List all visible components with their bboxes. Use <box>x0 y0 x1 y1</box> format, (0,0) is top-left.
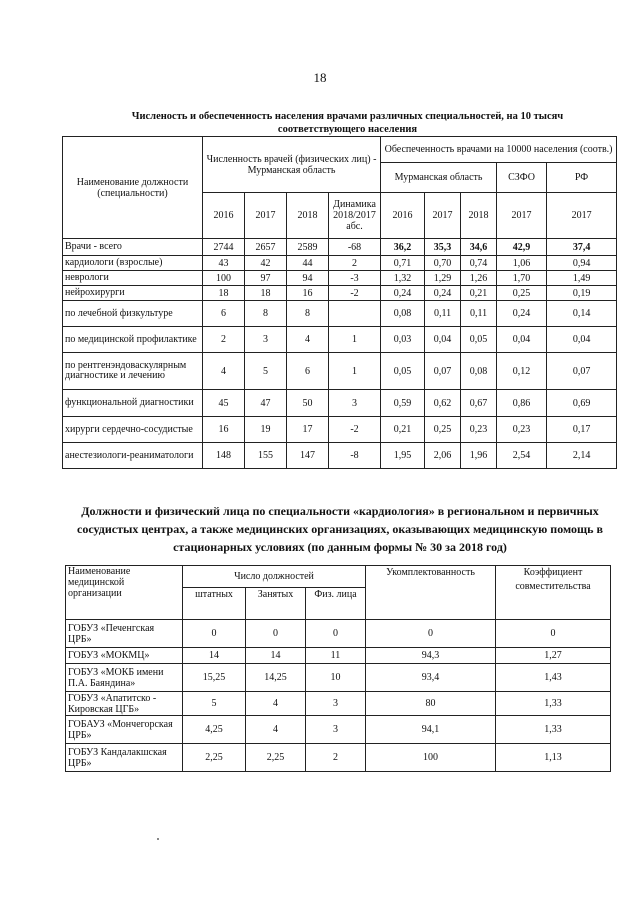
specialty-name: по рентгенэндоваскулярным диагностике и лечению <box>63 353 203 390</box>
table-row <box>66 648 611 664</box>
cell-rf: 1,49 <box>547 271 617 286</box>
cell-c2016: 148 <box>203 443 245 469</box>
organization-name: ГОБУЗ «Апатитско - Кировская ЦГБ» <box>66 692 183 716</box>
cell-p2017: 0,24 <box>425 286 461 301</box>
cell-c2017: 3 <box>245 327 287 353</box>
cell-c2016: 2744 <box>203 239 245 256</box>
specialty-name: функциональной диагностики <box>63 390 203 417</box>
cell-rf: 37,4 <box>547 239 617 256</box>
cell-staffing: 80 <box>366 692 496 716</box>
cell-p2018: 34,6 <box>461 239 497 256</box>
cell-szfo: 0,04 <box>497 327 547 353</box>
cell-staff: 4,25 <box>183 716 246 744</box>
cell-p2018: 0,08 <box>461 353 497 390</box>
cell-szfo: 1,70 <box>497 271 547 286</box>
cell-dyn: -3 <box>329 271 381 286</box>
cell-c2016: 45 <box>203 390 245 417</box>
cell-dyn: 2 <box>329 256 381 271</box>
cell-c2017: 5 <box>245 353 287 390</box>
cell-c2018: 16 <box>287 286 329 301</box>
cell-p2017: 0,04 <box>425 327 461 353</box>
cell-dyn: 1 <box>329 353 381 390</box>
cell-p2018: 0,23 <box>461 417 497 443</box>
cell-c2018: 4 <box>287 327 329 353</box>
table-row <box>63 353 617 390</box>
header-positions-group: Число должностей <box>183 566 366 588</box>
header-2017: 2017 <box>245 193 287 239</box>
cell-szfo: 0,24 <box>497 301 547 327</box>
header-staffing: Укомплектованность <box>366 566 496 620</box>
cell-staff: 15,25 <box>183 664 246 692</box>
table-row <box>66 664 611 692</box>
table-row <box>63 390 617 417</box>
cell-p2018: 0,67 <box>461 390 497 417</box>
header-rf: РФ <box>547 163 617 193</box>
cell-p2017: 0,25 <box>425 417 461 443</box>
cell-occupied: 4 <box>246 692 306 716</box>
cell-p2018: 0,21 <box>461 286 497 301</box>
cell-p2017: 0,62 <box>425 390 461 417</box>
header-p2017: 2017 <box>425 193 461 239</box>
cell-p2018: 0,05 <box>461 327 497 353</box>
cell-szfo: 42,9 <box>497 239 547 256</box>
header-2018: 2018 <box>287 193 329 239</box>
specialty-name: хирурги сердечно-сосудистые <box>63 417 203 443</box>
cell-c2016: 2 <box>203 327 245 353</box>
table-row <box>66 692 611 716</box>
header-count-group: Численность врачей (физических лиц) - Мурманская область <box>203 137 381 193</box>
header-murmansk: Мурманская область <box>381 163 497 193</box>
cell-p2017: 0,07 <box>425 353 461 390</box>
cell-p2016: 1,95 <box>381 443 425 469</box>
cell-szfo: 0,23 <box>497 417 547 443</box>
cell-c2016: 18 <box>203 286 245 301</box>
table-row <box>66 744 611 772</box>
cell-c2017: 19 <box>245 417 287 443</box>
cell-p2016: 0,71 <box>381 256 425 271</box>
cell-rf: 0,07 <box>547 353 617 390</box>
cell-rf: 0,04 <box>547 327 617 353</box>
header-rf-year: 2017 <box>547 193 617 239</box>
cell-rf: 0,94 <box>547 256 617 271</box>
cell-occupied: 14,25 <box>246 664 306 692</box>
cell-dyn: 3 <box>329 390 381 417</box>
header-coefficient: Коэффициент совместительства <box>496 566 611 620</box>
header-2016: 2016 <box>203 193 245 239</box>
header-name: Наименование должности (специальности) <box>63 137 203 239</box>
cell-dyn: -2 <box>329 286 381 301</box>
organization-name: ГОБУЗ Кандалакшская ЦРБ» <box>66 744 183 772</box>
table-row <box>63 256 617 271</box>
cell-p2016: 0,05 <box>381 353 425 390</box>
cell-persons: 3 <box>306 716 366 744</box>
header-org-name: Наименование медицинской организации <box>66 566 183 620</box>
cell-c2018: 147 <box>287 443 329 469</box>
cell-occupied: 2,25 <box>246 744 306 772</box>
header-szfo: СЗФО <box>497 163 547 193</box>
specialty-name: по медицинской профилактике <box>63 327 203 353</box>
cell-c2016: 4 <box>203 353 245 390</box>
cell-c2017: 8 <box>245 301 287 327</box>
cell-p2016: 0,08 <box>381 301 425 327</box>
cell-rf: 0,14 <box>547 301 617 327</box>
table1-caption: Численость и обеспеченность населения врачами различных специальностей, на 10 тысяч соответствующего населения <box>131 111 564 135</box>
cell-persons: 0 <box>306 620 366 648</box>
cell-staffing: 94,3 <box>366 648 496 664</box>
cell-p2018: 0,11 <box>461 301 497 327</box>
header-dynamics: Динамика 2018/2017 абс. <box>329 193 381 239</box>
table-row <box>66 620 611 648</box>
cell-rf: 0,69 <box>547 390 617 417</box>
cell-staff: 5 <box>183 692 246 716</box>
cell-szfo: 2,54 <box>497 443 547 469</box>
cell-c2017: 2657 <box>245 239 287 256</box>
table-row <box>63 271 617 286</box>
cell-p2016: 1,32 <box>381 271 425 286</box>
cell-c2017: 42 <box>245 256 287 271</box>
table-row <box>63 301 617 327</box>
specialty-name: кардиологи (взрослые) <box>63 256 203 271</box>
header-provision-group: Обеспеченность врачами на 10000 населения (соотв.) <box>381 137 617 163</box>
cell-occupied: 4 <box>246 716 306 744</box>
header-persons: Физ. лица <box>306 588 366 620</box>
cell-c2018: 6 <box>287 353 329 390</box>
cell-dyn: -68 <box>329 239 381 256</box>
cell-p2016: 36,2 <box>381 239 425 256</box>
cell-coef: 1,13 <box>496 744 611 772</box>
cell-rf: 0,17 <box>547 417 617 443</box>
cell-szfo: 0,12 <box>497 353 547 390</box>
cell-c2018: 17 <box>287 417 329 443</box>
cardiology-positions-table <box>65 565 611 772</box>
header-szfo-year: 2017 <box>497 193 547 239</box>
cell-occupied: 0 <box>246 620 306 648</box>
specialty-name: Врачи - всего <box>63 239 203 256</box>
cell-dyn: -2 <box>329 417 381 443</box>
cell-szfo: 0,86 <box>497 390 547 417</box>
cell-persons: 2 <box>306 744 366 772</box>
cell-p2017: 1,29 <box>425 271 461 286</box>
cell-p2016: 0,03 <box>381 327 425 353</box>
cell-c2017: 155 <box>245 443 287 469</box>
cell-p2017: 0,11 <box>425 301 461 327</box>
page-number: 18 <box>313 70 327 85</box>
cell-p2016: 0,24 <box>381 286 425 301</box>
cell-p2018: 0,74 <box>461 256 497 271</box>
cell-c2018: 2589 <box>287 239 329 256</box>
table-row <box>63 239 617 256</box>
cell-coef: 1,27 <box>496 648 611 664</box>
cell-coef: 1,33 <box>496 716 611 744</box>
cell-p2017: 0,70 <box>425 256 461 271</box>
table-row <box>63 327 617 353</box>
cell-staffing: 100 <box>366 744 496 772</box>
cell-dyn: 1 <box>329 327 381 353</box>
organization-name: ГОБАУЗ «Мончегорская ЦРБ» <box>66 716 183 744</box>
scan-speck <box>157 838 159 840</box>
cell-dyn <box>329 301 381 327</box>
cell-coef: 1,43 <box>496 664 611 692</box>
header-p2016: 2016 <box>381 193 425 239</box>
cell-staffing: 0 <box>366 620 496 648</box>
specialty-name: нейрохирурги <box>63 286 203 301</box>
cell-p2018: 1,96 <box>461 443 497 469</box>
organization-name: ГОБУЗ «Печенгская ЦРБ» <box>66 620 183 648</box>
cell-c2018: 44 <box>287 256 329 271</box>
header-p2018: 2018 <box>461 193 497 239</box>
cell-c2016: 6 <box>203 301 245 327</box>
cell-c2017: 47 <box>245 390 287 417</box>
cell-c2018: 8 <box>287 301 329 327</box>
cell-staffing: 94,1 <box>366 716 496 744</box>
cell-c2018: 50 <box>287 390 329 417</box>
specialty-name: анестезиологи-реаниматологи <box>63 443 203 469</box>
cell-rf: 0,19 <box>547 286 617 301</box>
table-row <box>63 443 617 469</box>
cell-p2016: 0,59 <box>381 390 425 417</box>
physicians-table <box>62 136 617 469</box>
cell-c2016: 100 <box>203 271 245 286</box>
cell-staff: 0 <box>183 620 246 648</box>
specialty-name: неврологи <box>63 271 203 286</box>
cell-szfo: 0,25 <box>497 286 547 301</box>
cell-p2017: 35,3 <box>425 239 461 256</box>
specialty-name: по лечебной физкультуре <box>63 301 203 327</box>
cell-coef: 0 <box>496 620 611 648</box>
cell-persons: 10 <box>306 664 366 692</box>
organization-name: ГОБУЗ «МОКМЦ» <box>66 648 183 664</box>
header-staff: штатных <box>183 588 246 620</box>
cell-c2016: 43 <box>203 256 245 271</box>
cell-p2016: 0,21 <box>381 417 425 443</box>
cell-rf: 2,14 <box>547 443 617 469</box>
organization-name: ГОБУЗ «МОКБ имени П.А. Баяндина» <box>66 664 183 692</box>
cell-c2017: 97 <box>245 271 287 286</box>
cell-p2018: 1,26 <box>461 271 497 286</box>
cell-coef: 1,33 <box>496 692 611 716</box>
cell-dyn: -8 <box>329 443 381 469</box>
header-occupied: Занятых <box>246 588 306 620</box>
cell-staff: 14 <box>183 648 246 664</box>
cell-szfo: 1,06 <box>497 256 547 271</box>
cell-persons: 11 <box>306 648 366 664</box>
cell-p2017: 2,06 <box>425 443 461 469</box>
cell-c2016: 16 <box>203 417 245 443</box>
table-row <box>63 286 617 301</box>
cell-persons: 3 <box>306 692 366 716</box>
table-row <box>63 417 617 443</box>
table2-caption: Должности и физический лица по специальности «кардиология» в региональном и первичных сосудистых центрах, а также медицинских организациях, оказывающих медицинскую помощь в стационарных условиях (по данным формы № 30 за 2018 год) <box>77 504 603 554</box>
cell-c2018: 94 <box>287 271 329 286</box>
cell-staff: 2,25 <box>183 744 246 772</box>
cell-c2017: 18 <box>245 286 287 301</box>
cell-staffing: 93,4 <box>366 664 496 692</box>
table-row <box>66 716 611 744</box>
cell-occupied: 14 <box>246 648 306 664</box>
